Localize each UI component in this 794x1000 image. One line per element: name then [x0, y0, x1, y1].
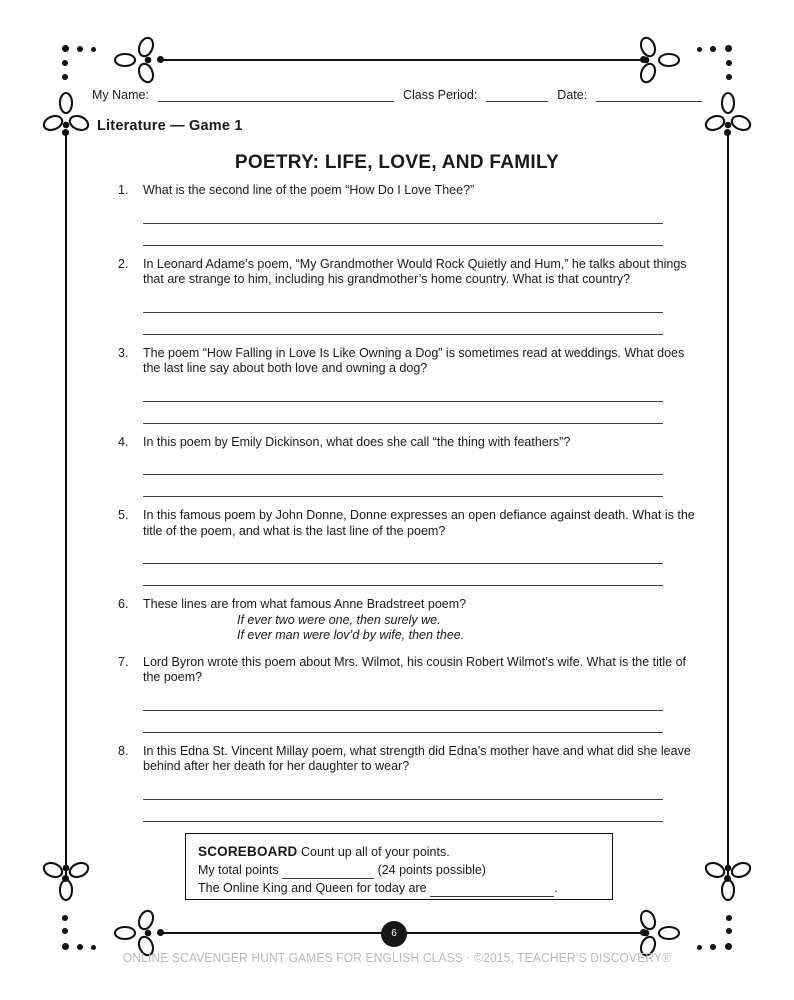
scoreboard-box [185, 833, 613, 900]
answer-lines [143, 546, 698, 586]
scoreboard-title: SCOREBOARD [198, 844, 298, 859]
answer-line[interactable] [143, 546, 663, 564]
total-points-line [198, 861, 612, 879]
fleuron-top-left-icon [112, 36, 160, 84]
scoreboard-subtitle: Count up all of your points. [301, 845, 450, 859]
question-text: Lord Byron wrote this poem about Mrs. Wilmot, his cousin Robert Wilmot’s wife. What is the title of the poem? [143, 654, 687, 684]
question-text: The poem “How Falling in Love Is Like Owning a Dog” is sometimes read at weddings. What does the last line say about both love and owning a dog? [143, 345, 685, 375]
question-number: 1. [118, 183, 129, 197]
scoreboard-heading-line [198, 843, 612, 861]
bottom-rule-cap-right [640, 929, 647, 936]
top-rule-cap-right [640, 56, 647, 63]
subject-heading: Literature — Game 1 [97, 118, 243, 134]
king-queen-line [198, 879, 612, 897]
class-period-input[interactable] [486, 89, 548, 102]
points-possible-label: (24 points possible) [377, 863, 486, 877]
answer-lines [143, 782, 698, 822]
question-item [118, 346, 698, 424]
answer-lines [143, 384, 698, 424]
question-text: These lines are from what famous Anne Bradstreet poem? [143, 597, 467, 611]
answer-lines [143, 693, 698, 733]
question-number: 5. [118, 508, 129, 522]
questions-list [118, 183, 698, 833]
date-label: Date: [557, 88, 588, 102]
name-label: My Name: [92, 88, 149, 102]
question-number: 4. [118, 434, 129, 449]
right-rule-cap-bottom [724, 875, 731, 882]
answer-line[interactable] [143, 228, 663, 246]
question-item [118, 435, 698, 498]
question-number: 8. [118, 743, 129, 758]
king-queen-period: . [554, 881, 558, 895]
question-item [118, 655, 698, 733]
class-period-label: Class Period: [402, 88, 478, 102]
question-number: 2. [118, 256, 129, 271]
question-number: 6. [118, 597, 129, 611]
question-text: What is the second line of the poem “How Do I Love Thee?” [143, 183, 475, 197]
answer-line[interactable] [143, 457, 663, 475]
left-border-rule [65, 132, 67, 879]
right-border-rule [727, 132, 729, 879]
question-item [118, 744, 698, 822]
date-input[interactable] [596, 89, 702, 102]
question-quote-line: If ever two were one, then surely we. [237, 612, 441, 627]
top-border-rule [160, 59, 644, 61]
answer-line[interactable] [143, 782, 663, 800]
corner-dots-top-left [62, 45, 106, 89]
page-title: POETRY: LIFE, LOVE, AND FAMILY [234, 152, 560, 173]
answer-lines [143, 457, 698, 497]
question-number: 3. [118, 345, 129, 360]
answer-line[interactable] [143, 568, 663, 586]
question-text: In Leonard Adame’s poem, “My Grandmother Would Rock Quietly and Hum,” he talks about things that are strange to him, including his grandmother’s home country. What is that country? [143, 256, 687, 286]
question-quote-line: If ever man were lov’d by wife, then thee. [237, 628, 465, 642]
footer-credit: ONLINE SCAVENGER HUNT GAMES FOR ENGLISH CLASS · ©2015, TEACHER’S DISCOVERY® [122, 950, 672, 965]
answer-line[interactable] [143, 479, 663, 497]
answer-lines [143, 295, 698, 335]
question-text: In this poem by Emily Dickinson, what does she call “the thing with feathers”? [143, 434, 571, 449]
king-queen-input[interactable] [430, 884, 554, 897]
question-item [118, 508, 698, 586]
bottom-rule-cap-left [157, 929, 164, 936]
right-rule-cap-top [724, 129, 731, 136]
left-rule-cap-top [62, 129, 69, 136]
answer-line[interactable] [143, 715, 663, 733]
question-text: In this Edna St. Vincent Millay poem, what strength did Edna’s mother have and what did she leave behind after her death for her daughter to wear? [143, 743, 691, 773]
answer-line[interactable] [143, 384, 663, 402]
top-rule-cap-left [157, 56, 164, 63]
corner-dots-bottom-left [62, 906, 106, 950]
answer-line[interactable] [143, 693, 663, 711]
question-number: 7. [118, 654, 129, 669]
total-points-label: My total points [198, 863, 279, 877]
corner-dots-top-right [688, 45, 732, 89]
question-item [118, 257, 698, 335]
answer-line[interactable] [143, 406, 663, 424]
answer-line[interactable] [143, 317, 663, 335]
question-item [118, 597, 698, 644]
answer-line[interactable] [143, 206, 663, 224]
question-item [118, 183, 698, 246]
total-points-input[interactable] [282, 866, 374, 879]
page-number-badge: 6 [381, 921, 407, 947]
left-rule-cap-bottom [62, 875, 69, 882]
question-text: In this famous poem by John Donne, Donne expresses an open defiance against death. What is the title of the poem, and what is the last line of the poem? [143, 508, 695, 538]
answer-lines [143, 206, 698, 246]
answer-line[interactable] [143, 804, 663, 822]
answer-line[interactable] [143, 295, 663, 313]
corner-dots-bottom-right [688, 906, 732, 950]
king-queen-label: The Online King and Queen for today are [198, 881, 427, 895]
student-info-row [92, 88, 692, 102]
name-input[interactable] [158, 89, 394, 102]
